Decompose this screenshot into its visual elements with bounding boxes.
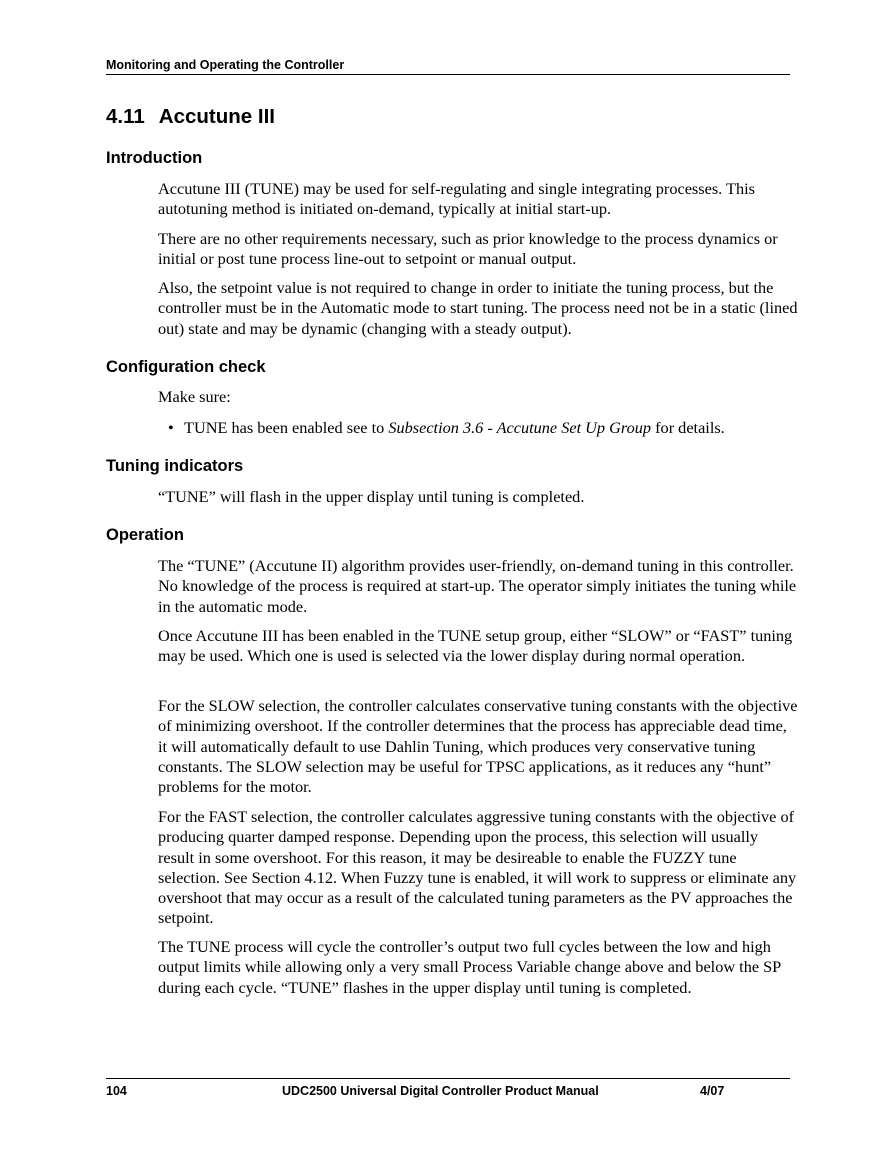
operation-paragraph-5: The TUNE process will cycle the controller’s output two full cycles between the low and high output limits while allowing only a very small Process Variable change above and below the SP during each cycle. “TUNE” flashes in the upper display until tuning is completed. bbox=[158, 937, 781, 997]
operation-paragraph-3: For the SLOW selection, the controller calculates conservative tuning constants with the objective of minimizing overshoot. If the controller determines that the process has appreciable dead time, it will automatically default to use Dahlin Tuning, which produces very conservative tuning constants. The SLOW selection may be useful for TPSC applications, as it reduces any “hunt” problems for the motor. bbox=[158, 696, 798, 797]
introduction-paragraph-1: Accutune III (TUNE) may be used for self-regulating and single integrating processes. This autotuning method is initiated on-demand, typically at initial start-up. bbox=[158, 179, 755, 219]
operation-paragraph-2: Once Accutune III has been enabled in the TUNE setup group, either “SLOW” or “FAST” tuning may be used. Which one is used is selected via the lower display during normal operation. bbox=[158, 626, 793, 666]
page-number: 104 bbox=[106, 1084, 127, 1098]
configuration-bullet bbox=[168, 418, 798, 438]
subsection-reference: Subsection 3.6 - Accutune Set Up Group bbox=[388, 418, 652, 437]
operation-paragraph-4: For the FAST selection, the controller calculates aggressive tuning constants with the objective of producing quarter damped response. Depending upon the process, this selection will usually result in some overshoot. For this reason, it may be desireable to enable the FUZZY tune selection. See Section 4.12. When Fuzzy tune is enabled, it will work to suppress or eliminate any overshoot that may occur as a result of the calculated tuning parameters as the PV approaches the setpoint. bbox=[158, 807, 797, 928]
indicators-text: “TUNE” will flash in the upper display until tuning is completed. bbox=[158, 487, 585, 506]
bullet-text-end: for details. bbox=[651, 418, 725, 437]
operation-heading: Operation bbox=[106, 526, 184, 544]
section-title bbox=[106, 105, 275, 129]
section-title-text: Accutune III bbox=[158, 105, 275, 128]
footer-date: 4/07 bbox=[700, 1084, 725, 1098]
footer-title: UDC2500 Universal Digital Controller Product Manual bbox=[282, 1084, 599, 1098]
introduction-heading: Introduction bbox=[106, 149, 203, 167]
indicators-heading: Tuning indicators bbox=[106, 457, 244, 475]
running-header: Monitoring and Operating the Controller bbox=[106, 58, 345, 72]
bullet-icon: • bbox=[168, 418, 174, 437]
footer-rule bbox=[106, 1078, 790, 1079]
header-rule bbox=[106, 74, 790, 75]
introduction-paragraph-3: Also, the setpoint value is not required to change in order to initiate the tuning process, but the controller must be in the Automatic mode to start tuning. The process need not be in a static (lined out) state and may be dynamic (changing with a steady output). bbox=[158, 278, 798, 338]
configuration-intro: Make sure: bbox=[158, 387, 231, 406]
section-number: 4.11 bbox=[106, 105, 145, 128]
introduction-paragraph-2: There are no other requirements necessary, such as prior knowledge to the process dynamics or initial or post tune process line-out to setpoint or manual output. bbox=[158, 229, 778, 269]
configuration-heading: Configuration check bbox=[106, 358, 266, 376]
operation-paragraph-1: The “TUNE” (Accutune II) algorithm provides user-friendly, on-demand tuning in this controller. No knowledge of the process is required at start-up. The operator simply initiates the tuning while in the automatic mode. bbox=[158, 556, 797, 616]
bullet-text: TUNE has been enabled see to bbox=[184, 418, 389, 437]
